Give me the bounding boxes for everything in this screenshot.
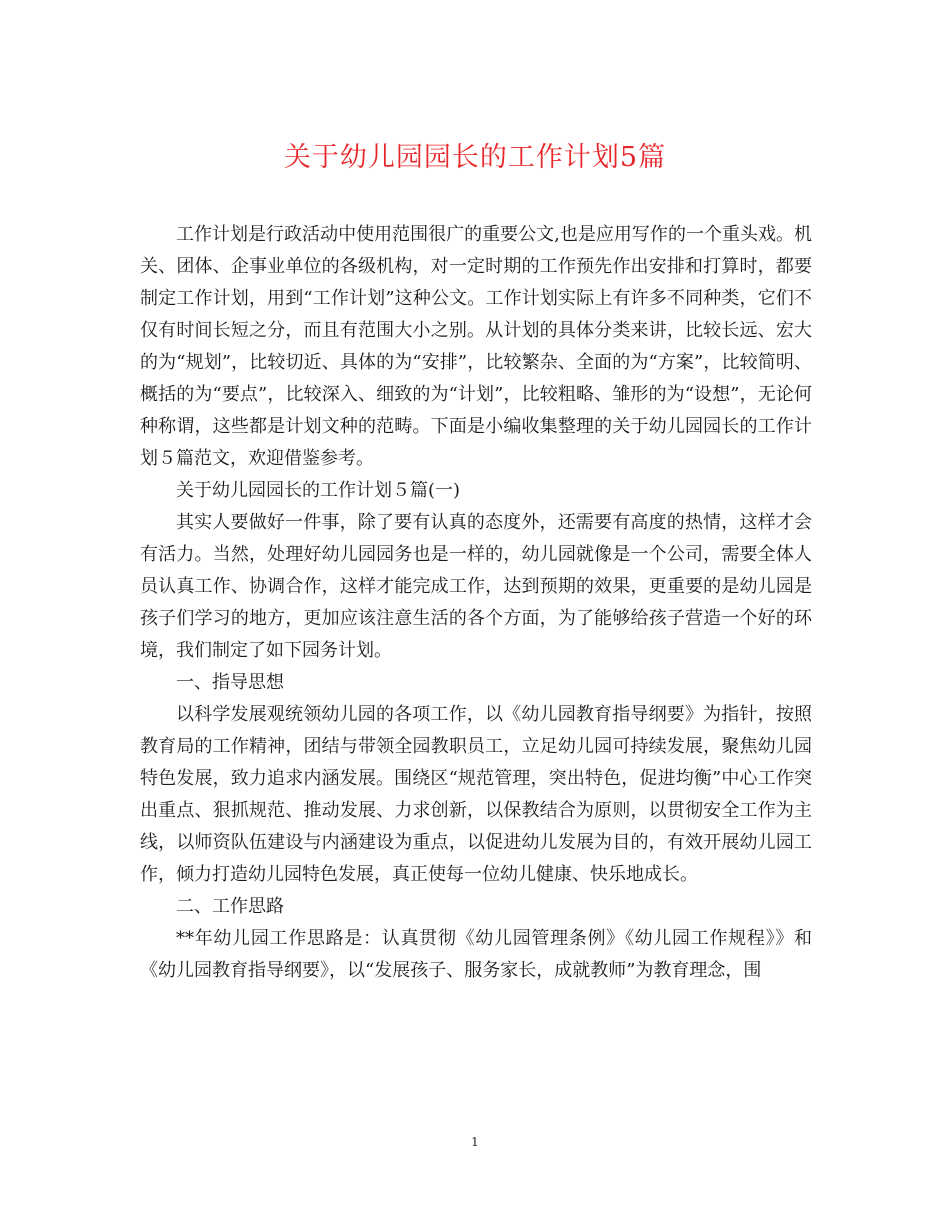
heading-guiding-ideology: 一、指导思想 — [176, 672, 284, 693]
work-approach-paragraph: **年幼儿园工作思路是：认真贯彻《幼儿园管理条例》《幼儿园工作规程》》和《幼儿园教育指导纲要》，以“发展孩子、服务家长，成就教师”为教育理念，围 — [140, 928, 812, 981]
heading-work-approach: 二、工作思路 — [176, 896, 284, 917]
intro-paragraph: 工作计划是行政活动中使用范围很广的重要公文,也是应用写作的一个重头戏。机关、团体、企事业单位的各级机构，对一定时期的工作预先作出安排和打算时，都要制定工作计划，用到“工作计划”这种公文。工作计划实际上有许多不同种类，它们不仅有时间长短之分，而且有范围大小之别。从计划的具体分类来讲，比较长远、宏大的为“规划”，比较切近、具体的为“安排”，比较繁杂、全面的为“方案”，比较简明、概括的为“要点”，比较深入、细致的为“计划”，比较粗略、雏形的为“设想”，无论何种称谓，这些都是计划文种的范畴。下面是小编收集整理的关于幼儿园园长的工作计划５篇范文，欢迎借鉴参考。 — [140, 224, 812, 469]
document-title: 关于幼儿园园长的工作计划5篇 — [283, 142, 667, 173]
plan-one-intro-paragraph: 其实人要做好一件事，除了要有认真的态度外，还需要有高度的热情，这样才会有活力。当然，处理好幼儿园园务也是一样的，幼儿园就像是一个公司，需要全体人员认真工作、协调合作，这样才能完成工作，达到预期的效果，更重要的是幼儿园是孩子们学习的地方，更加应该注意生活的各个方面，为了能够给孩子营造一个好的环境，我们制定了如下园务计划。 — [140, 512, 812, 661]
document-body — [140, 219, 812, 987]
guiding-ideology-paragraph: 以科学发展观统领幼儿园的各项工作，以《幼儿园教育指导纲要》为指针，按照教育局的工作精神，团结与带领全园教职员工，立足幼儿园可持续发展，聚焦幼儿园特色发展，致力追求内涵发展。围绕区“规范管理，突出特色，促进均衡”中心工作突出重点、狠抓规范、推动发展、力求创新，以保教结合为原则，以贯彻安全工作为主线，以师资队伍建设与内涵建设为重点，以促进幼儿发展为目的，有效开展幼儿园工作，倾力打造幼儿园特色发展，真正使每一位幼儿健康、快乐地成长。 — [140, 704, 812, 885]
section-heading-plan-one: 关于幼儿园园长的工作计划５篇(一) — [176, 480, 461, 501]
page-number: 1 — [471, 1135, 479, 1149]
